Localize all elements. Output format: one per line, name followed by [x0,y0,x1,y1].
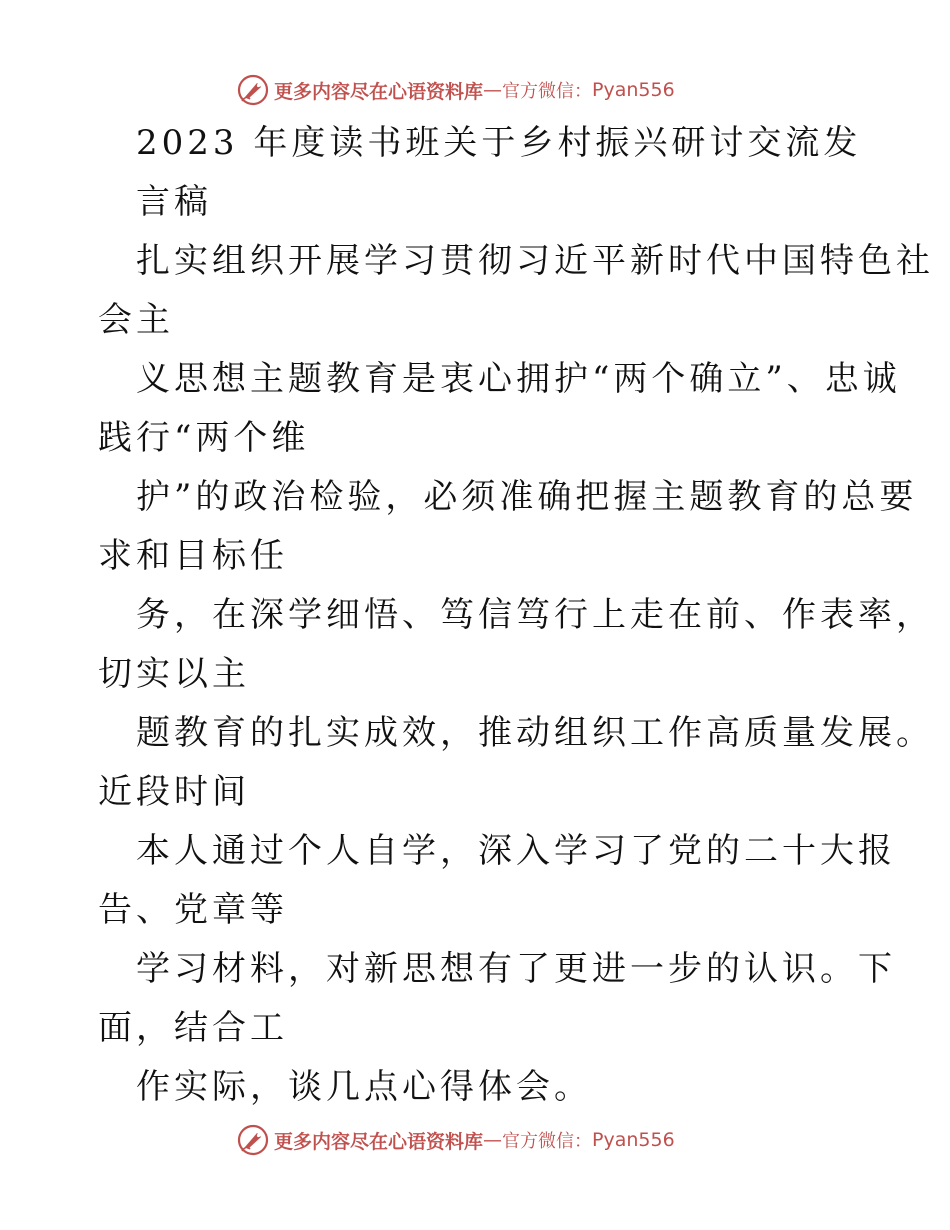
paragraph-line: 会主 [98,300,174,340]
watermark-wechat-label: 官方微信： [502,1131,593,1152]
paragraph-line: 面，结合工 [98,1008,288,1048]
document-body [98,114,934,1117]
watermark-text: 更多内容尽在心语资料库 [274,80,484,103]
watermark-wechat-label: 官方微信： [502,81,593,102]
watermark-text: 更多内容尽在心语资料库 [274,1130,484,1153]
pen-nib-logo-icon [236,73,270,107]
doc-title-line-2: 言稿 [136,182,212,222]
paragraph-line: 切实以主 [98,654,250,694]
paragraph-line: 务，在深学细悟、笃信笃行上走在前、作表率， [136,595,934,635]
watermark-wechat-id: Pyan556 [592,79,675,101]
watermark-separator: — [483,79,503,101]
paragraph-line: 扎实组织开展学习贯彻习近平新时代中国特色社 [136,241,934,281]
paragraph-line: 题教育的扎实成效，推动组织工作高质量发展。 [136,713,934,753]
doc-title-line-1: 2023 年度读书班关于乡村振兴研讨交流发 [136,123,862,163]
paragraph-line: 护”的政治检验，必须准确把握主题教育的总要 [136,477,918,517]
paragraph-line: 义思想主题教育是衷心拥护“两个确立”、忠诚 [136,359,901,399]
pen-nib-logo-icon [236,1123,270,1157]
paragraph-line: 求和目标任 [98,536,288,576]
paragraph-line: 告、党章等 [98,890,288,930]
paragraph-line: 本人通过个人自学，深入学习了党的二十大报 [136,831,896,871]
paragraph-line: 践行“两个维 [98,418,310,458]
paragraph-line: 学习材料，对新思想有了更进一步的认识。下 [136,949,896,989]
paragraph-line: 近段时间 [98,772,250,812]
header-watermark-banner [236,72,716,108]
watermark-wechat-id: Pyan556 [592,1129,675,1151]
paragraph-line: 作实际，谈几点心得体会。 [136,1067,592,1107]
watermark-separator: — [483,1129,503,1151]
footer-watermark-banner [236,1122,716,1158]
